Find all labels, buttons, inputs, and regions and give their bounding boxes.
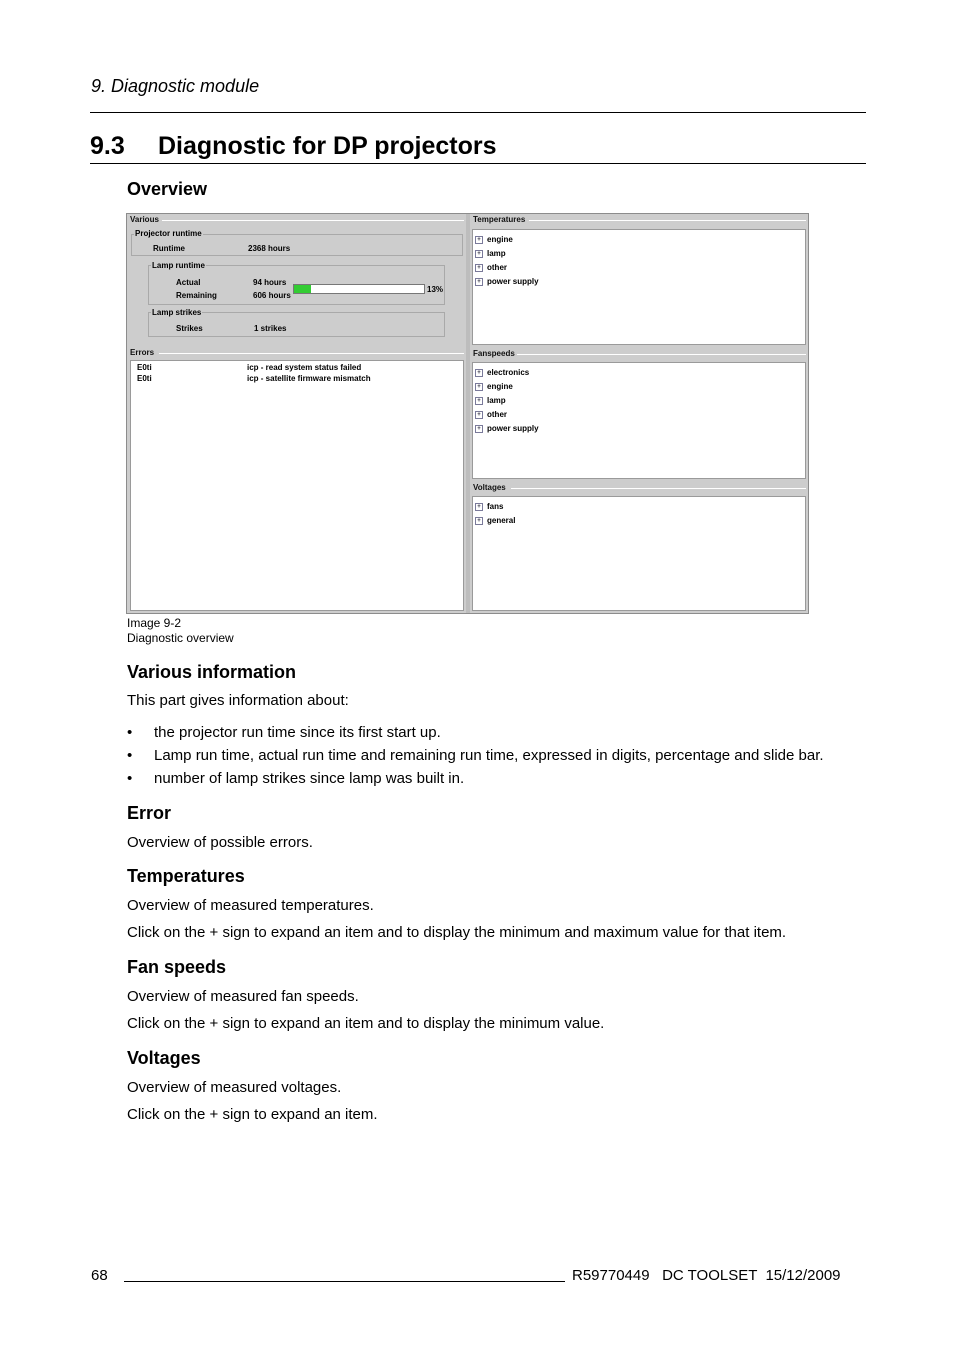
expand-plus-icon[interactable]: +: [475, 383, 483, 391]
section-rule: [90, 163, 866, 164]
lamp-runtime-group-label: Lamp runtime: [152, 261, 205, 270]
header-rule: [90, 112, 866, 113]
voltages-text-1: Overview of measured voltages.: [127, 1079, 342, 1096]
lamp-strikes-group-label: Lamp strikes: [152, 308, 202, 317]
bullet-item: • the projector run time since its first start up.: [127, 724, 441, 741]
remaining-value: 606 hours: [253, 291, 291, 300]
runtime-value: 2368 hours: [248, 244, 291, 253]
tree-item-power-supply[interactable]: + power supply: [475, 424, 539, 433]
various-info-heading: Various information: [127, 662, 297, 682]
error-heading: Error: [127, 803, 172, 823]
error-code: E0ti: [137, 374, 152, 383]
errors-list[interactable]: [130, 360, 464, 611]
bullet-item: • Lamp run time, actual run time and remaining run time, expressed in digits, percentage and slide bar.: [127, 747, 824, 764]
error-message: icp - satellite firmware mismatch: [247, 374, 371, 383]
temperatures-tree: [472, 229, 806, 345]
error-code: E0ti: [137, 363, 152, 372]
section-title: [90, 132, 497, 161]
errors-pane-title: Errors: [130, 348, 155, 357]
tree-item-other[interactable]: + other: [475, 410, 507, 419]
temperatures-heading: Temperatures: [127, 866, 245, 886]
image-caption: [127, 616, 234, 646]
errors-title-line: [159, 353, 464, 354]
various-pane-title: Various: [130, 215, 159, 224]
temperatures-title-line: [529, 220, 806, 221]
expand-plus-icon[interactable]: +: [475, 503, 483, 511]
tree-item-general[interactable]: + general: [475, 516, 515, 525]
temperatures-text-1: Overview of measured temperatures.: [127, 897, 374, 914]
strikes-value: 1 strikes: [254, 324, 287, 333]
diagnostic-overview-screenshot: [126, 213, 809, 614]
voltages-text-2: Click on the + sign to expand an item.: [127, 1106, 378, 1123]
expand-plus-icon[interactable]: +: [475, 397, 483, 405]
expand-plus-icon[interactable]: +: [475, 278, 483, 286]
expand-plus-icon[interactable]: +: [475, 411, 483, 419]
actual-value: 94 hours: [253, 278, 287, 287]
page-number: 68: [91, 1267, 108, 1284]
chapter-header: 9. Diagnostic module: [91, 76, 260, 96]
temperatures-pane-title: Temperatures: [473, 215, 526, 224]
lamp-progress-fill: [294, 285, 311, 293]
footer-rule: [124, 1281, 565, 1282]
lamp-progress-bar: [293, 284, 425, 294]
temperatures-text-2: Click on the + sign to expand an item and to display the minimum and maximum value for that item.: [127, 924, 787, 941]
voltages-title-line: [511, 488, 806, 489]
voltages-pane-title: Voltages: [473, 483, 506, 492]
caption-text: Diagnostic overview: [127, 631, 234, 645]
fanspeeds-tree: [472, 362, 806, 479]
fan-speeds-text-1: Overview of measured fan speeds.: [127, 988, 359, 1005]
bullet-dot: •: [127, 724, 133, 741]
tree-item-lamp[interactable]: + lamp: [475, 396, 506, 405]
fan-speeds-text-2: Click on the + sign to expand an item and to display the minimum value.: [127, 1015, 605, 1032]
fanspeeds-title-line: [517, 354, 806, 355]
caption-label: Image 9-2: [127, 616, 182, 630]
tree-item-other[interactable]: + other: [475, 263, 507, 272]
overview-heading: Overview: [127, 179, 208, 199]
fanspeeds-pane-title: Fanspeeds: [473, 349, 515, 358]
strikes-label: Strikes: [176, 324, 203, 333]
expand-plus-icon[interactable]: +: [475, 369, 483, 377]
expand-plus-icon[interactable]: +: [475, 517, 483, 525]
various-title-line: [162, 220, 464, 221]
expand-plus-icon[interactable]: +: [475, 264, 483, 272]
actual-label: Actual: [176, 278, 201, 287]
error-message: icp - read system status failed: [247, 363, 362, 372]
expand-plus-icon[interactable]: +: [475, 425, 483, 433]
expand-plus-icon[interactable]: +: [475, 236, 483, 244]
section-number: 9.3: [90, 132, 125, 160]
footer-doc-id: R59770449 DC TOOLSET 15/12/2009: [572, 1267, 841, 1284]
fan-speeds-heading: Fan speeds: [127, 957, 227, 977]
error-text: Overview of possible errors.: [127, 834, 313, 851]
bullet-item: • number of lamp strikes since lamp was built in.: [127, 770, 465, 787]
remaining-label: Remaining: [176, 291, 217, 300]
bullet-dot: •: [127, 770, 133, 787]
runtime-group-label: Projector runtime: [135, 229, 202, 238]
expand-plus-icon[interactable]: +: [475, 250, 483, 258]
various-info-intro: This part gives information about:: [127, 692, 349, 709]
bullet-dot: •: [127, 747, 133, 764]
voltages-heading: Voltages: [127, 1048, 201, 1068]
section-title-text: Diagnostic for DP projectors: [158, 132, 497, 160]
tree-item-engine[interactable]: + engine: [475, 382, 513, 391]
tree-item-electronics[interactable]: + electronics: [475, 368, 529, 377]
tree-item-power-supply[interactable]: + power supply: [475, 277, 539, 286]
tree-item-fans[interactable]: + fans: [475, 502, 503, 511]
lamp-percent-text: 13%: [427, 285, 444, 294]
runtime-label: Runtime: [153, 244, 185, 253]
tree-item-lamp[interactable]: + lamp: [475, 249, 506, 258]
split-divider[interactable]: [466, 214, 470, 613]
tree-item-engine[interactable]: + engine: [475, 235, 513, 244]
voltages-tree: [472, 496, 806, 611]
